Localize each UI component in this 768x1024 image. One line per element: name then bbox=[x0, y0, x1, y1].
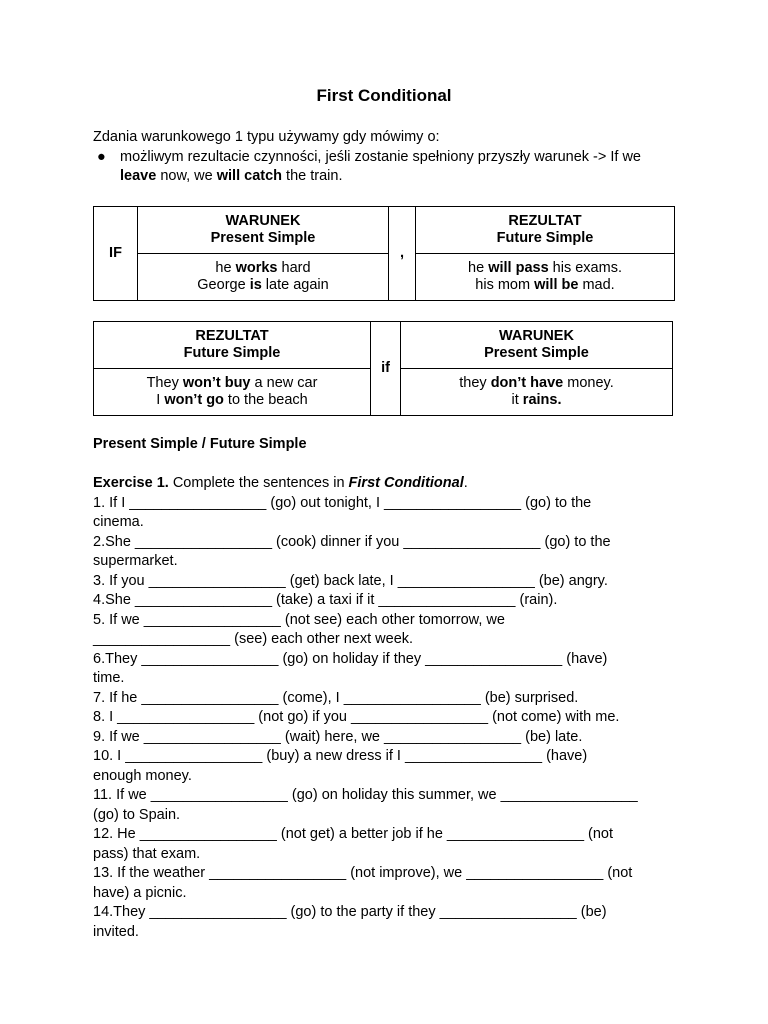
page-title: First Conditional bbox=[316, 86, 452, 105]
exercise-line: 2.She _________________ (cook) dinner if you _________________ (go) to the bbox=[93, 533, 611, 550]
exercise-line: 9. If we _________________ (wait) here, we _________________ (be) late. bbox=[93, 728, 583, 745]
exercise-line: 1. If I _________________ (go) out tonight, I _________________ (go) to the bbox=[93, 494, 592, 511]
rezultat-examples-2: They won’t buy a new car I won’t go to the beach bbox=[94, 369, 371, 416]
exercise-line: invited. bbox=[93, 923, 139, 940]
grammar-table-result-first bbox=[93, 321, 673, 416]
rezultat-header-2: REZULTAT Future Simple bbox=[94, 322, 371, 369]
exercise-line: pass) that exam. bbox=[93, 845, 201, 862]
comma-cell: , bbox=[389, 207, 416, 301]
if-cell: IF bbox=[94, 207, 138, 301]
exercise-line: supermarket. bbox=[93, 553, 178, 569]
exercise-line: cinema. bbox=[93, 514, 144, 530]
warunek-examples-2: they don’t have money. it rains. bbox=[401, 369, 673, 416]
exercise-line: 7. If he _________________ (come), I _________________ (be) surprised. bbox=[93, 689, 579, 706]
section-heading: Present Simple / Future Simple bbox=[93, 436, 307, 452]
example-verb-leave: leave bbox=[120, 168, 157, 184]
exercise-lines bbox=[93, 494, 683, 943]
exercise-line: enough money. bbox=[93, 767, 192, 784]
intro-text: Zdania warunkowego 1 typu używamy gdy mówimy o: bbox=[93, 129, 440, 145]
exercise-instruction: Exercise 1. Complete the sentences in First Conditional. bbox=[93, 475, 468, 491]
example-verb-will-catch: will catch bbox=[216, 168, 283, 184]
exercise-line: 8. I _________________ (not go) if you _________________ (not come) with me. bbox=[93, 709, 620, 725]
exercise-line: 10. I _________________ (buy) a new dress if I _________________ (have) bbox=[93, 748, 588, 764]
exercise-line: 14.They _________________ (go) to the party if they _________________ (be) bbox=[93, 904, 607, 920]
exercise-line: 13. If the weather _________________ (not improve), we _________________ (not bbox=[93, 865, 633, 881]
exercise-1 bbox=[93, 474, 683, 942]
bullet-text: możliwym rezultacie czynności, jeśli zostanie spełniony przyszły warunek -> If we leave now, we will catch the train. bbox=[120, 149, 641, 184]
exercise-line: have) a picnic. bbox=[93, 884, 187, 901]
warunek-header: WARUNEK Present Simple bbox=[138, 207, 389, 254]
rezultat-examples: he will pass his exams. his mom will be mad. bbox=[416, 254, 675, 301]
rezultat-header: REZULTAT Future Simple bbox=[416, 207, 675, 254]
warunek-header-2: WARUNEK Present Simple bbox=[401, 322, 673, 369]
exercise-line: 4.She _________________ (take) a taxi if it _________________ (rain). bbox=[93, 592, 558, 608]
exercise-line: 3. If you _________________ (get) back late, I _________________ (be) angry. bbox=[93, 572, 608, 589]
exercise-line: _________________ (see) each other next week. bbox=[93, 631, 414, 647]
exercise-line: 5. If we _________________ (not see) each other tomorrow, we bbox=[93, 611, 505, 628]
exercise-line: 11. If we _________________ (go) on holiday this summer, we _________________ bbox=[93, 787, 638, 803]
warunek-examples: he works hard George is late again bbox=[138, 254, 389, 301]
grammar-table-if-first bbox=[93, 206, 675, 301]
exercise-line: 6.They _________________ (go) on holiday if they _________________ (have) bbox=[93, 650, 608, 667]
bullet-icon: ● bbox=[97, 149, 106, 165]
exercise-line: time. bbox=[93, 670, 125, 686]
exercise-line: (go) to Spain. bbox=[93, 806, 181, 823]
if-cell-2: if bbox=[371, 322, 401, 416]
exercise-line: 12. He _________________ (not get) a better job if he _________________ (not bbox=[93, 826, 614, 842]
